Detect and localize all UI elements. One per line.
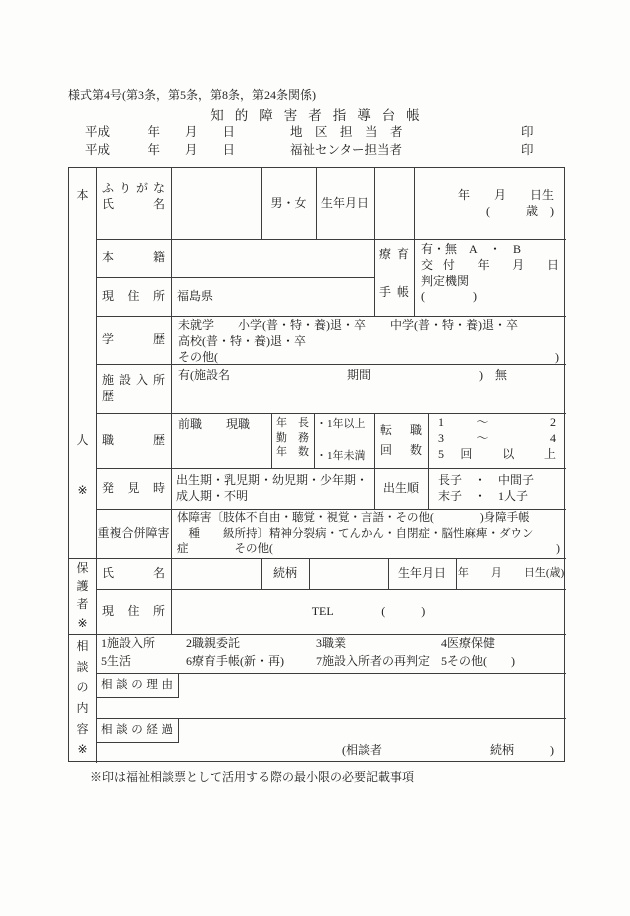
dob-narrow-field[interactable]	[374, 168, 414, 239]
date-field-1[interactable]: 平成 年 月 日	[85, 125, 236, 139]
name-field[interactable]	[171, 168, 261, 239]
consult-option-5[interactable]: 5生活	[101, 653, 132, 668]
tenshoku-row-1: 1 ～ 2	[438, 415, 556, 429]
consult-char-2: 談	[76, 659, 89, 674]
seal-mark-2: 印	[521, 143, 534, 157]
techou-label-line1: 療 育	[379, 247, 409, 261]
tenshoku-value[interactable]	[428, 413, 566, 468]
seal-mark-1: 印	[521, 125, 534, 139]
kinmu-years-label	[271, 413, 314, 468]
techou-line1: 有・無 A ・ B	[421, 242, 522, 256]
gakureki-other-label: その他(	[178, 349, 218, 364]
consult-reason-label: 相 談 の 理 由	[96, 673, 179, 698]
consult-reason-field[interactable]	[179, 673, 566, 718]
form-number: 様式第4号(第3条，第5条，第8条，第24条関係)	[68, 88, 316, 102]
juufuku-line2: 種 級所持〕精神分裂病・てんかん・自閉症・脳性麻痺・ダウン	[177, 527, 534, 540]
consult-char-1: 相	[76, 638, 89, 653]
consult-option-2[interactable]: 2職親委託	[186, 636, 241, 650]
guardian-char-2: 護	[76, 578, 89, 593]
consult-option-1[interactable]: 1施設入所	[101, 636, 156, 650]
section-label-person-3: ※	[77, 483, 88, 498]
furigana-name-label	[96, 168, 171, 239]
district-officer-label: 地 区 担 当 者	[290, 125, 403, 139]
consult-option-6[interactable]: 6療育手帳(新・再)	[186, 653, 284, 668]
guardian-dob-value[interactable]: 年 月 日生(歳)	[457, 567, 565, 580]
hakken-label-cell	[96, 468, 171, 509]
section-label-guardian	[69, 558, 96, 634]
kinmu-opt-1year-plus: ・1年以上	[316, 418, 366, 430]
juufuku-line3	[177, 542, 560, 558]
juufuku-line3-right: )	[556, 543, 560, 556]
shussei-line2: 末子 ・ 1人子	[438, 488, 529, 503]
welfare-center-officer-label: 福祉センター担当者	[290, 143, 403, 157]
guardian-name-field[interactable]	[171, 558, 261, 589]
kinmu-opt-under-1year: ・1年未満	[316, 450, 366, 463]
address-label-cell	[96, 277, 171, 316]
section-label-consult	[69, 634, 96, 763]
shussei-line1: 長子 ・ 中間子	[438, 472, 535, 487]
guardian-zokugara-label: 続柄	[272, 565, 297, 580]
techou-line2: 交付 年 月 日	[421, 257, 559, 272]
guardian-dob-label: 生年月日	[397, 565, 446, 580]
shisetsu-label-cell	[96, 364, 171, 413]
consult-option-3[interactable]: 3職業	[316, 636, 347, 650]
shussei-label-text: 出生順	[382, 480, 419, 495]
consulter-line: (相談者 続柄 )	[342, 743, 554, 757]
dob-value-line1: 年 月 日生	[457, 187, 554, 202]
kinmu-options[interactable]	[314, 413, 374, 468]
juufuku-line3-left: 症 その他(	[177, 543, 273, 556]
dob-value[interactable]	[414, 168, 566, 239]
techou-value[interactable]	[414, 239, 566, 316]
techou-line4: ( )	[421, 289, 477, 304]
tenshoku-label-cell	[374, 413, 428, 468]
tenshoku-label-1: 転 職	[380, 422, 422, 437]
hakken-value[interactable]: 出生期・乳児期・幼児期・少年期・成人期・不明	[176, 472, 369, 503]
hakken-label: 発 見 時	[102, 480, 165, 495]
techou-line3: 判定機関	[421, 273, 470, 288]
consult-char-3: の	[76, 680, 89, 695]
shisetsu-label: 施 設 入 所 歴	[102, 372, 165, 403]
tenshoku-row-3: 5 回 以 上	[438, 446, 556, 461]
gakureki-line1: 未就学 小学(普・特・養)退・卒 中学(普・特・養)退・卒	[178, 318, 518, 332]
gakureki-line2: 高校(普・特・養)退・卒	[178, 333, 306, 348]
juufuku-line1: 体障害〔肢体不自由・聴覚・視覚・言語・その他( )身障手帳	[177, 512, 530, 524]
page-title: 知的障害者指導台帳	[210, 108, 431, 123]
shokureki-label: 職 歴	[102, 432, 165, 447]
shisetsu-none-label: ) 無	[479, 368, 507, 382]
consult-options[interactable]	[96, 634, 566, 673]
gakureki-value[interactable]	[171, 316, 566, 364]
techou-label-cell	[374, 239, 414, 316]
consult-progress-label: 相 談 の 経 過	[96, 718, 179, 743]
guardian-char-4: ※	[77, 615, 88, 630]
honseki-label: 本 籍	[102, 250, 165, 265]
guardian-name-label-cell	[96, 558, 171, 589]
consult-option-7[interactable]: 7施設入所者の再判定	[316, 653, 431, 668]
guardian-name-label: 氏 名	[102, 565, 165, 580]
consult-option-4[interactable]: 4医療保健	[441, 636, 496, 650]
kinmu-label-1: 年 長	[276, 417, 309, 429]
date-field-2[interactable]: 平成 年 月 日	[85, 143, 236, 157]
consult-char-4: 内	[76, 700, 89, 715]
form-table	[68, 167, 565, 762]
guardian-char-3: 者	[76, 597, 89, 612]
juufuku-label: 重複合併障害	[97, 525, 170, 540]
shussei-label	[374, 468, 428, 509]
honseki-label-cell	[96, 239, 171, 277]
gakureki-label: 学 歴	[102, 332, 165, 347]
guardian-address-label: 現 住 所	[102, 603, 165, 618]
tenshoku-row-2: 3 ～ 4	[438, 430, 556, 445]
gakureki-other-close: )	[555, 349, 559, 364]
guardian-tel-field[interactable]: TEL ( )	[311, 603, 426, 618]
techou-label-line2: 手 帳	[379, 284, 409, 299]
shisetsu-facility-label: 有(施設名	[178, 368, 230, 382]
kinmu-label-3: 年 数	[276, 446, 309, 459]
shokureki-label-cell	[96, 413, 171, 468]
shoku-jobs[interactable]: 前職 現職	[178, 417, 251, 431]
section-label-person-2: 人	[76, 433, 89, 448]
honseki-field[interactable]	[171, 239, 374, 277]
juufuku-value[interactable]	[171, 509, 566, 558]
consult-char-5: 容	[76, 721, 89, 736]
tenshoku-label-2: 回 数	[380, 442, 422, 457]
consult-char-6: ※	[77, 742, 88, 757]
shisetsu-value[interactable]	[171, 364, 566, 413]
sex-options[interactable]: 男・女	[270, 195, 307, 210]
furigana-label: ふ り が な	[102, 181, 165, 195]
guardian-address-label-cell	[96, 589, 171, 634]
guardian-char-1: 保	[76, 560, 89, 575]
kinmu-label-2: 勤 務	[276, 431, 309, 444]
consult-option-8[interactable]: 5その他( )	[441, 653, 515, 668]
section-label-person-1: 本	[76, 188, 89, 203]
gakureki-label-cell	[96, 316, 171, 364]
guardian-zokugara-field[interactable]	[309, 558, 388, 589]
footnote: ※印は福祉相談票として活用する際の最小限の必要記載事項	[90, 770, 415, 784]
shussei-value[interactable]	[428, 468, 566, 509]
shisetsu-period-label: 期間	[347, 368, 372, 382]
dob-value-line2: ( 歳 )	[486, 203, 554, 218]
dob-label: 生年月日	[320, 195, 369, 210]
address-field[interactable]: 福島県	[177, 288, 214, 303]
address-label: 現 住 所	[102, 288, 165, 303]
name-label: 氏 名	[102, 196, 165, 211]
